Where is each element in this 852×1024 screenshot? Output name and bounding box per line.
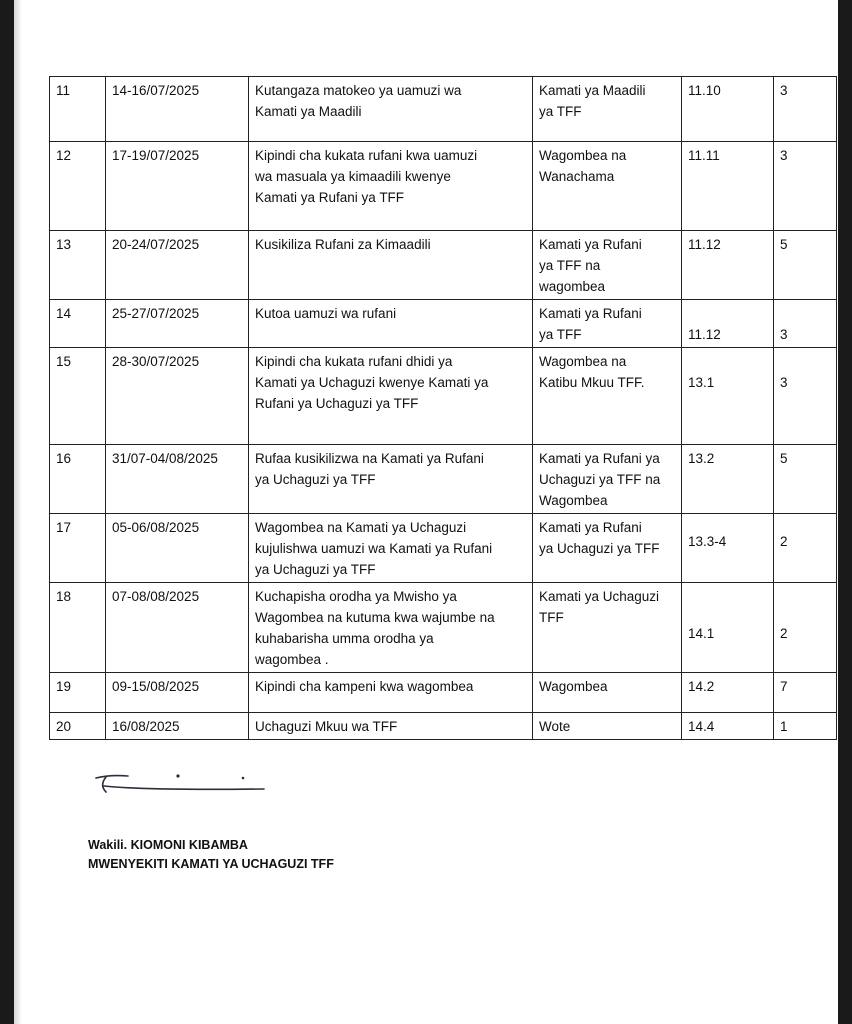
row-activity: Kutoa uamuzi wa rufani	[249, 300, 533, 348]
row-activity: Uchaguzi Mkuu wa TFF	[249, 713, 533, 740]
row-date: 17-19/07/2025	[106, 142, 249, 231]
row-responsible: Kamati ya Rufani ya Uchaguzi ya TFF na Wagombea	[533, 445, 682, 514]
row-responsible: Wagombea	[533, 673, 682, 713]
row-activity: Kusikiliza Rufani za Kimaadili	[249, 231, 533, 300]
row-number: 15	[50, 348, 106, 445]
row-activity: Kipindi cha kampeni kwa wagombea	[249, 673, 533, 713]
document-page	[14, 0, 838, 1024]
row-number: 16	[50, 445, 106, 514]
row-article: 13.1	[682, 348, 774, 445]
row-date: 31/07-04/08/2025	[106, 445, 249, 514]
table-row	[50, 713, 837, 740]
row-date: 16/08/2025	[106, 713, 249, 740]
row-article: 14.2	[682, 673, 774, 713]
row-days: 1	[774, 713, 837, 740]
signature-mark	[92, 768, 272, 802]
table-row	[50, 583, 837, 673]
row-date: 05-06/08/2025	[106, 514, 249, 583]
row-number: 20	[50, 713, 106, 740]
row-days: 2	[774, 514, 837, 583]
table-row	[50, 348, 837, 445]
row-days: 3	[774, 300, 837, 348]
row-responsible: Kamati ya Rufani ya Uchaguzi ya TFF	[533, 514, 682, 583]
row-date: 09-15/08/2025	[106, 673, 249, 713]
table-row	[50, 300, 837, 348]
row-activity: Kipindi cha kukata rufani kwa uamuzi wa masuala ya kimaadili kwenye Kamati ya Rufani ya TFF	[249, 142, 533, 231]
row-days: 3	[774, 348, 837, 445]
row-article: 11.10	[682, 77, 774, 142]
row-days: 3	[774, 142, 837, 231]
row-article: 13.2	[682, 445, 774, 514]
row-days: 5	[774, 445, 837, 514]
row-date: 07-08/08/2025	[106, 583, 249, 673]
row-number: 14	[50, 300, 106, 348]
row-activity: Kuchapisha orodha ya Mwisho ya Wagombea na kutuma kwa wajumbe na kuhabarisha umma orodha ya wagombea .	[249, 583, 533, 673]
table-row	[50, 77, 837, 142]
signer-name: Wakili. KIOMONI KIBAMBA	[88, 838, 248, 852]
election-schedule-table	[49, 76, 837, 740]
row-responsible: Kamati ya Rufani ya TFF	[533, 300, 682, 348]
row-days: 3	[774, 77, 837, 142]
row-article: 14.4	[682, 713, 774, 740]
row-activity: Wagombea na Kamati ya Uchaguzi kujulishwa uamuzi wa Kamati ya Rufani ya Uchaguzi ya TFF	[249, 514, 533, 583]
row-article: 11.12	[682, 300, 774, 348]
table-row	[50, 673, 837, 713]
row-article: 14.1	[682, 583, 774, 673]
row-number: 17	[50, 514, 106, 583]
row-date: 14-16/07/2025	[106, 77, 249, 142]
row-date: 20-24/07/2025	[106, 231, 249, 300]
row-activity: Kipindi cha kukata rufani dhidi ya Kamati ya Uchaguzi kwenye Kamati ya Rufani ya Uchaguzi ya TFF	[249, 348, 533, 445]
row-days: 7	[774, 673, 837, 713]
row-responsible: Wagombea na Katibu Mkuu TFF.	[533, 348, 682, 445]
table-row	[50, 231, 837, 300]
row-days: 5	[774, 231, 837, 300]
row-article: 11.12	[682, 231, 774, 300]
row-responsible: Wote	[533, 713, 682, 740]
row-responsible: Kamati ya Maadili ya TFF	[533, 77, 682, 142]
signer-block	[88, 836, 334, 874]
row-number: 18	[50, 583, 106, 673]
row-date: 28-30/07/2025	[106, 348, 249, 445]
table-row	[50, 514, 837, 583]
row-activity: Rufaa kusikilizwa na Kamati ya Rufani ya Uchaguzi ya TFF	[249, 445, 533, 514]
row-number: 13	[50, 231, 106, 300]
row-number: 11	[50, 77, 106, 142]
table-row	[50, 142, 837, 231]
table-row	[50, 445, 837, 514]
row-number: 19	[50, 673, 106, 713]
row-number: 12	[50, 142, 106, 231]
row-days: 2	[774, 583, 837, 673]
row-responsible: Kamati ya Rufani ya TFF na wagombea	[533, 231, 682, 300]
row-date: 25-27/07/2025	[106, 300, 249, 348]
row-responsible: Wagombea na Wanachama	[533, 142, 682, 231]
row-article: 13.3-4	[682, 514, 774, 583]
row-activity: Kutangaza matokeo ya uamuzi wa Kamati ya Maadili	[249, 77, 533, 142]
row-article: 11.11	[682, 142, 774, 231]
signer-title: MWENYEKITI KAMATI YA UCHAGUZI TFF	[88, 857, 334, 871]
row-responsible: Kamati ya Uchaguzi TFF	[533, 583, 682, 673]
